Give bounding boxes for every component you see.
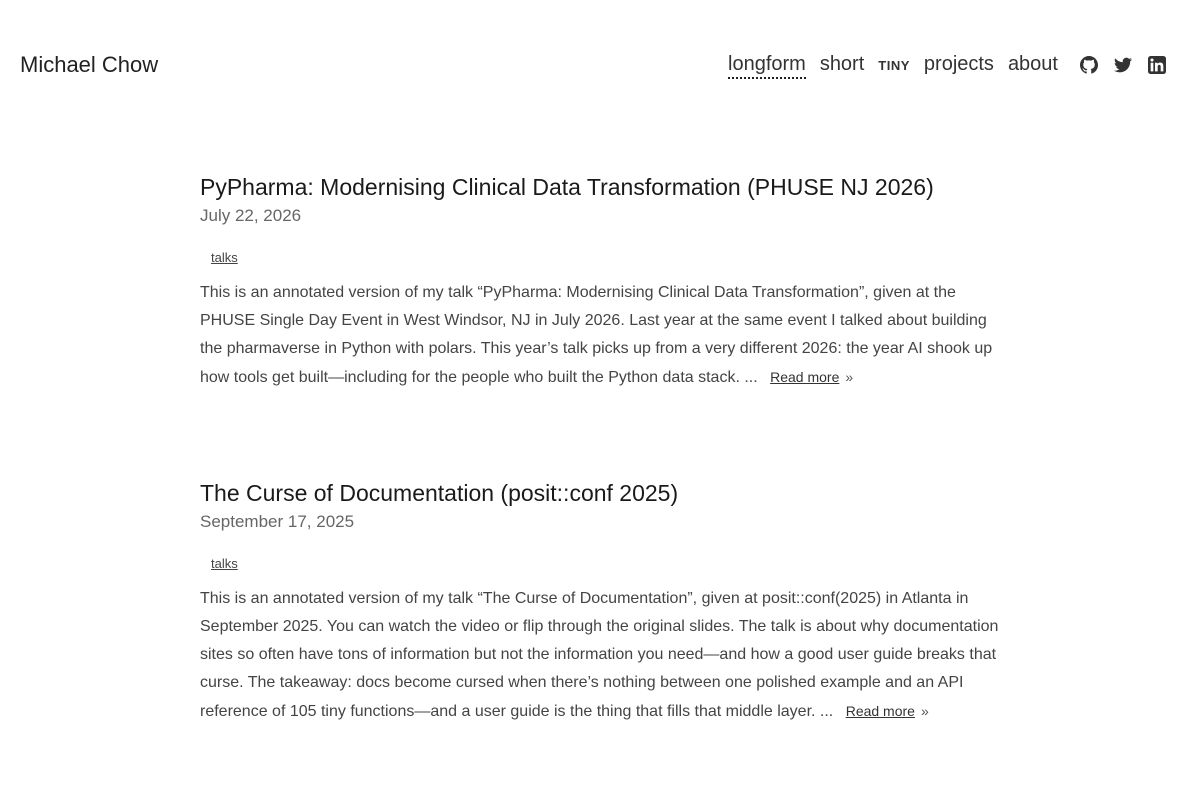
chevron-right-icon: »	[920, 703, 929, 719]
github-icon	[1080, 56, 1098, 74]
nav-item-projects[interactable]: projects	[923, 53, 994, 75]
read-more-link[interactable]: Read more	[770, 369, 840, 385]
post-summary	[200, 279, 1010, 392]
nav-item-about[interactable]: about	[1007, 53, 1058, 75]
post-tags	[211, 249, 1010, 267]
post-item	[200, 172, 1010, 392]
social-links	[1080, 56, 1166, 74]
tag-link[interactable]: talks	[211, 556, 238, 571]
post-title-link[interactable]: The Curse of Documentation (posit::conf 2025)	[200, 480, 679, 506]
site-title-link[interactable]: Michael Chow	[20, 52, 159, 77]
post-summary-text: This is an annotated version of my talk “PyPharma: Modernising Clinical Data Transformation”, given at the PHUSE Single Day Event in West Windsor, NJ in July 2026. Last year at the same event I talked about building the pharmaverse in Python with polars. This year’s talk picks up from a very different 2026: the year AI shook up how tools get built—including for the people who built the Python data stack. ...	[200, 284, 993, 386]
post-summary-text: This is an annotated version of my talk “The Curse of Documentation”, given at posit::conf(2025) in Atlanta in September 2025. You can watch the video or flip through the original slides. The talk is about why documentation sites so often have tons of information but not the information you need—and how a good user guide breaks that curse. The takeaway: docs become cursed when there’s nothing between one polished example and an API reference of 105 tiny functions—and a user guide is the thing that fills that middle layer. ...	[200, 590, 999, 720]
post-title	[200, 172, 1010, 202]
post-title-link[interactable]: PyPharma: Modernising Clinical Data Transformation (PHUSE NJ 2026)	[200, 174, 934, 200]
post-item	[200, 478, 1010, 726]
linkedin-link[interactable]	[1148, 56, 1166, 74]
nav-item-tiny[interactable]: TINY	[878, 58, 910, 73]
read-more-link[interactable]: Read more	[845, 703, 915, 719]
nav-item-longform[interactable]: longform	[728, 52, 806, 79]
post-summary	[200, 585, 1010, 726]
linkedin-icon	[1148, 56, 1166, 74]
chevron-right-icon: »	[845, 369, 854, 385]
site-header	[0, 0, 1200, 130]
nav-item-short[interactable]: short	[819, 53, 865, 75]
post-date: July 22, 2026	[200, 206, 302, 225]
post-title	[200, 478, 1010, 508]
post-date: September 17, 2025	[200, 512, 355, 531]
post-list	[200, 172, 1010, 726]
main-nav	[728, 52, 1072, 78]
twitter-link[interactable]	[1114, 56, 1132, 74]
github-link[interactable]	[1080, 56, 1098, 74]
post-tags	[211, 555, 1010, 573]
twitter-icon	[1114, 56, 1132, 74]
tag-link[interactable]: talks	[211, 250, 238, 265]
